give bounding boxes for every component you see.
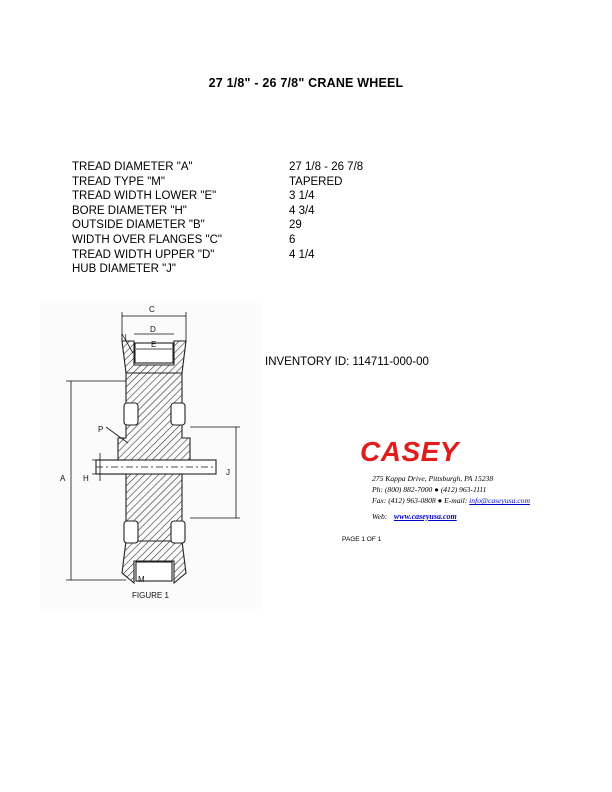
spec-row xyxy=(72,189,363,204)
label-e: E xyxy=(151,340,157,349)
spec-label: TREAD TYPE "M" xyxy=(72,175,165,188)
label-d: D xyxy=(150,325,156,334)
spec-row xyxy=(72,175,363,190)
spec-row xyxy=(72,160,363,175)
wheel-cross-section-drawing xyxy=(40,303,262,609)
label-n: N xyxy=(121,333,127,342)
web-window xyxy=(124,403,138,425)
label-m: M xyxy=(138,575,145,584)
spec-label: OUTSIDE DIAMETER "B" xyxy=(72,219,205,232)
label-j: J xyxy=(226,468,230,477)
spec-value: 27 1/8 - 26 7/8 xyxy=(289,161,364,173)
web-window xyxy=(171,403,185,425)
figure-caption: FIGURE 1 xyxy=(132,591,169,600)
spec-value: 4 3/4 xyxy=(289,204,315,217)
label-a: A xyxy=(60,474,66,483)
spec-value: 6 xyxy=(289,233,296,246)
label-c: C xyxy=(149,305,155,314)
page-number: PAGE 1 OF 1 xyxy=(342,536,382,543)
company-logo: CASEY xyxy=(360,436,459,467)
spec-label: TREAD WIDTH UPPER "D" xyxy=(72,248,215,261)
phone: Ph: (800) 882-7000 ● (412) 963-1111 xyxy=(372,485,487,495)
email-link[interactable]: info@caseyusa.com xyxy=(469,496,530,506)
company-contact xyxy=(372,473,530,522)
label-p: P xyxy=(98,425,104,434)
website-link[interactable]: www.caseyusa.com xyxy=(393,511,457,521)
page-title: 27 1/8" - 26 7/8" CRANE WHEEL xyxy=(208,76,404,90)
spec-label: TREAD DIAMETER "A" xyxy=(72,161,193,173)
spec-table xyxy=(72,160,363,277)
fax-email-line xyxy=(372,495,530,506)
spec-value: 29 xyxy=(289,219,302,232)
web-label: Web: xyxy=(372,511,388,521)
spec-label: TREAD WIDTH LOWER "E" xyxy=(72,190,217,203)
wheel-web xyxy=(118,373,190,541)
spec-row xyxy=(72,248,363,263)
spec-row xyxy=(72,204,363,219)
web-window xyxy=(124,521,138,543)
spec-label: BORE DIAMETER "H" xyxy=(72,204,187,217)
spec-value: 4 1/4 xyxy=(289,248,315,261)
spec-row xyxy=(72,262,363,277)
spec-row xyxy=(72,218,363,233)
label-h: H xyxy=(83,474,89,483)
fax: Fax: (412) 963-0808 ● E-mail: xyxy=(372,496,470,506)
address: 275 Kappa Drive, Pittsburgh, PA 15238 xyxy=(372,474,494,483)
spec-row xyxy=(72,233,363,248)
inventory-id: INVENTORY ID: 114711-000-00 xyxy=(265,356,429,368)
spec-value: TAPERED xyxy=(289,175,343,188)
web-line xyxy=(372,511,530,522)
web-window xyxy=(171,521,185,543)
spec-label: HUB DIAMETER "J" xyxy=(72,263,177,276)
spec-value: 3 1/4 xyxy=(289,190,315,203)
spec-label: WIDTH OVER FLANGES "C" xyxy=(72,233,223,246)
wheel-diagram xyxy=(40,303,262,614)
